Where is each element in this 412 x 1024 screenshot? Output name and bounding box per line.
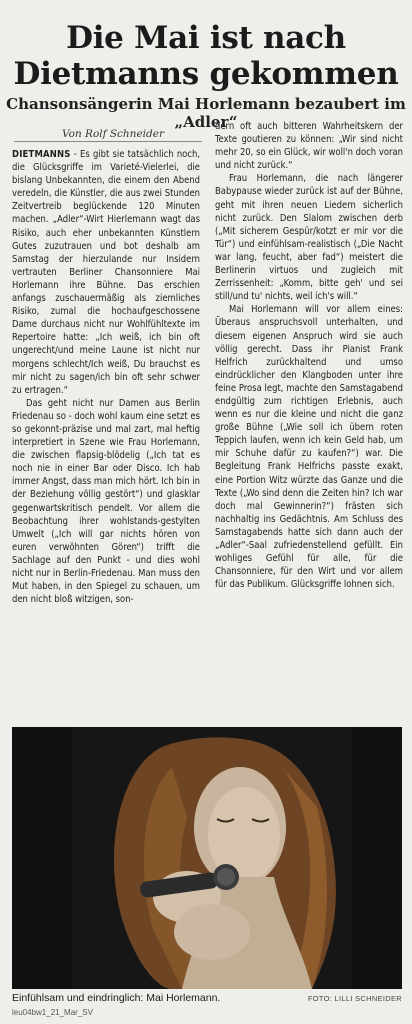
headline-line-1: Die Mai ist nach (66, 20, 346, 56)
article-column-2 (215, 120, 403, 591)
headline-line-2: Dietmanns gekommen (13, 56, 399, 92)
article-column-1 (12, 148, 200, 606)
dateline: DIETMANNS (12, 149, 71, 160)
photo-caption: Einfühlsam und eindringlich: Mai Horlemann. (12, 992, 221, 1004)
paragraph-2: Das geht nicht nur Damen aus Berlin Friedenau so - doch wohl kaum eine setzt es so gekonnt-präzise und mal zart, mal heftig interpretiert in Szene wie Frau Horlemann, die zwischen flapsig-blödelig („Ich tat es noch nie in einer Bar oder Disco. Ich hab immer Angst, dass man mich hört. Ich bin in der Beziehung völlig gestört“) und glasklar gegenwartskritisch pendelt. Vor allem die Beobachtung ihrer wohlstands-gestylten Umwelt („Ich will gar nichts hören von euren verwöhnten Gören“) trifft die Sachlage auf den Punkt - und dies wohl nicht nur in Berlin-Friedenau. Man muss den Mut haben, in den Spiegel zu schauen, um den nicht bloß witzigen, son- (12, 397, 200, 606)
article-photo (12, 727, 402, 989)
photo-credit: FOTO: LILLI SCHNEIDER (307, 994, 402, 1003)
singer-photo-illustration (12, 727, 402, 989)
paragraph-4: Frau Horlemann, die nach längerer Babypause wieder zurück ist auf der Bühne, geht mit ihren neuen Liedern sicherlich nicht zurück. Den Slalom zwischen derb („Mit sicherem Gespür/kotzt er mir vor die Tür“) und einfühlsam-realistisch („Die Nacht war lang, feucht, aber fad“) meistert die Berlinerin virtuos und zugleich mit Zerrissenheit: „Komm, bitte geh' und sei still/und tu' nichts, weil ich's will.“ (215, 173, 403, 303)
paragraph-1-text: - Es gibt sie tatsächlich noch, die Glücksgriffe im Varieté-Vielerlei, die bislang Unbekannten, die einem den Abend veredeln, die Künstler, die aus zwei Stunden Zeitvertreib beglückende 120 Minuten machen. „Adler“-Wirt Hierlemann wagt das Risiko, auch eher unbekannten Künstlern Gutes zuzutrauen und bot deshalb am Samstag der hierzulande nur Insidern vertrauten Berliner Chansonniere Mai Horlemann ihre Bühne. Das erschien anfangs zuschauermäßig als ziemliches Risiko, zumal die hochaufgeschossene Dame durchaus nicht nur Wohlfühltexte im Repertoire hatte: „Ich weiß, ich bin oft ungerecht/und meine Laune ist nicht nur morgens schlecht/Ich weiß, Du brauchst es mir nicht zu sagen/ich bin oft sehr schwer zu ertragen.“ (12, 149, 200, 396)
subheadline: Chansonsängerin Mai Horlemann bezaubert im „Adler“ (6, 95, 406, 131)
byline-divider (14, 141, 202, 142)
byline: Von Rolf Schneider (62, 128, 164, 140)
paragraph-1 (12, 148, 200, 397)
archive-code: leu04bw1_21_Mar_SV (12, 1008, 93, 1017)
paragraph-5: Mai Horlemann will vor allem eines: Überaus anspruchsvoll unterhalten, und diesem eigenen Anspruch wird sie auch völlig gerecht. Dass ihr Pianist Frank Helfrich zurückhaltend und umso eindrücklicher den Klangboden unter ihre feine Prosa legt, machte den Samstagabend endgültig zum richtigen Erlebnis, auch wenn es nur die kleine und nicht die ganz große Bühne („Wie soll ich übern roten Teppich laufen, wenn ich kein Geld hab, um mir Schuhe dafür zu kaufen?“) war. Die Begleitung Frank Helfrichs passte exakt, eine Portion Witz würzte das Ganze und die Texte („Wo sind denn die Zeiten hin? Ich war doch mal Gewinnerin?“) frästen sich nachhaltig ins Gedächtnis. Am Schluss des Samstagabends hatte sich dann auch der „Adler“-Saal zufriedenstellend gefüllt. Ein wohliges Gefühl für alle, für die Chansonniere, für den Wirt und vor allem für das Publikum. Glücksgriffe lohnen sich. (215, 304, 403, 591)
paragraph-3: dern oft auch bitteren Wahrheitskern der Texte goutieren zu können: „Wir sind nicht mehr 20, so ein Glück, wir woll'n doch voran und nicht zurück.“ (215, 121, 403, 172)
